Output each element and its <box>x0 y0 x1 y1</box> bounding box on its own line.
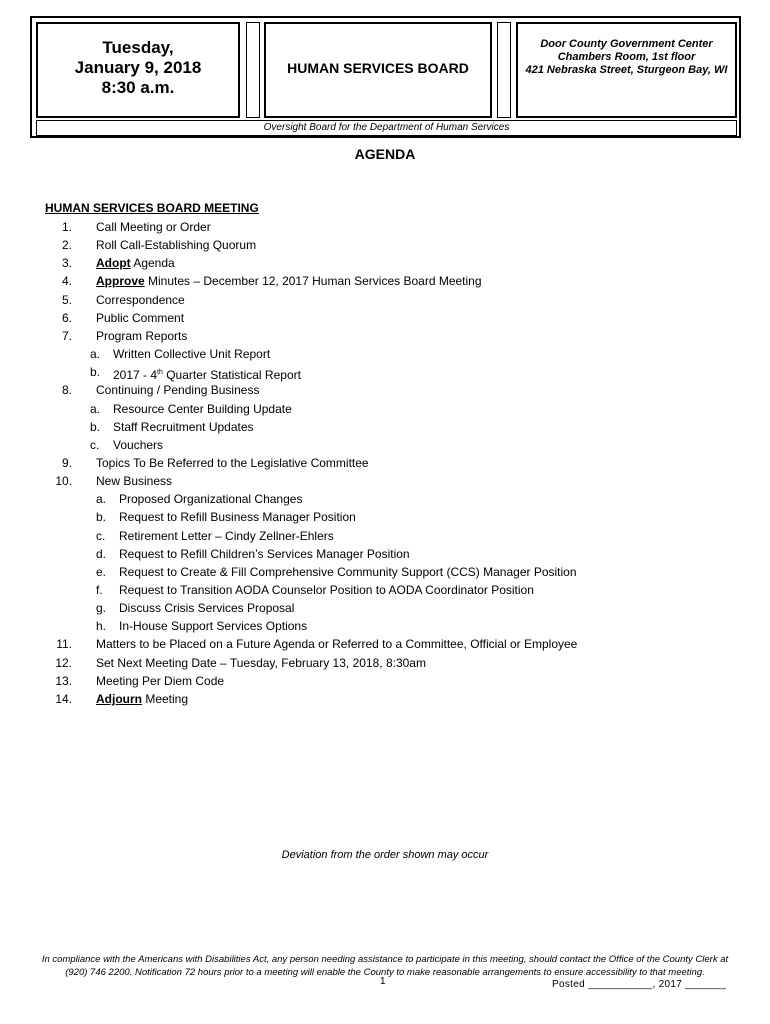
posted-line: Posted ___________, 2017 _______ <box>552 979 727 990</box>
ada-notice: In compliance with the Americans with Disabilities Act, any person needing assistance to participate in this meeting, should contact the Office of the County Clerk at (920) 746 2200. Notification 72 hours prior to a meeting will enable the County to make reasonable arrangements to ensure accessibility to that meeting. <box>41 954 729 978</box>
item-number: 10. <box>55 474 72 489</box>
item-text: Matters to be Placed on a Future Agenda or Referred to a Committee, Official or Employee <box>96 637 578 652</box>
item-number: 13. <box>55 673 72 688</box>
item-text: New Business <box>96 474 173 489</box>
item-number: 9. <box>61 455 72 470</box>
item-number: 7. <box>61 328 72 343</box>
item-text: Request to Create & Fill Comprehensive Community Support (CCS) Manager Position <box>119 564 577 579</box>
item-number: 11. <box>56 637 72 652</box>
item-number: 1. <box>61 220 72 234</box>
date-box <box>36 22 240 118</box>
item-number: a. <box>96 492 107 507</box>
item-text: Written Collective Unit Report <box>113 347 271 362</box>
item-number: d. <box>96 546 107 561</box>
item-number: c. <box>90 437 100 452</box>
item-text: Discuss Crisis Services Proposal <box>119 601 295 616</box>
date-line-3: 8:30 a.m. <box>101 78 175 97</box>
header-frame <box>30 16 741 138</box>
item-number: a. <box>90 347 101 362</box>
item-text: Request to Transition AODA Counselor Position to AODA Coordinator Position <box>119 583 534 597</box>
item-text: Correspondence <box>96 292 185 307</box>
agenda-title: AGENDA <box>354 146 416 162</box>
item-text: Roll Call-Establishing Quorum <box>96 238 257 253</box>
item-number: 4. <box>61 274 72 289</box>
item-number: 8. <box>61 383 72 398</box>
oversight-text: Oversight Board for the Department of Human Services <box>263 122 510 133</box>
item-number: 12. <box>55 655 72 670</box>
item-text: Resource Center Building Update <box>113 401 292 416</box>
item-number: a. <box>90 401 101 416</box>
date-line-2: January 9, 2018 <box>74 58 202 77</box>
title-box <box>264 22 492 118</box>
action-keyword: Approve <box>96 274 145 289</box>
item-text: In-House Support Services Options <box>119 619 308 634</box>
item-text: Staff Recruitment Updates <box>113 419 254 434</box>
date-line-1: Tuesday, <box>102 38 174 57</box>
location-box <box>516 22 737 118</box>
item-text: Call Meeting or Order <box>96 220 211 234</box>
item-number: e. <box>96 564 107 579</box>
item-number: b. <box>90 419 101 434</box>
item-text: Adjourn Meeting <box>96 691 189 706</box>
item-text: Meeting Per Diem Code <box>96 673 225 688</box>
item-text: Public Comment <box>96 310 185 325</box>
location-line-3: 421 Nebraska Street, Sturgeon Bay, WI <box>525 64 728 76</box>
location-line-1: Door County Government Center <box>540 38 713 50</box>
meeting-date <box>38 38 238 98</box>
item-text: Continuing / Pending Business <box>96 383 260 398</box>
location-line-2: Chambers Room, 1st floor <box>557 51 696 63</box>
item-text: Request to Refill Business Manager Position <box>119 510 356 525</box>
item-text: Proposed Organizational Changes <box>119 492 303 507</box>
item-number: 5. <box>61 292 72 307</box>
item-number: b. <box>90 365 101 380</box>
item-text: Retirement Letter – Cindy Zellner-Ehlers <box>119 528 334 543</box>
item-number: h. <box>96 619 107 634</box>
meeting-heading: HUMAN SERVICES BOARD MEETING <box>45 201 259 215</box>
item-number: g. <box>96 601 107 616</box>
meeting-location <box>518 38 735 77</box>
divider-box-left <box>246 22 260 118</box>
item-text: 2017 - 4th Quarter Statistical Report <box>113 368 301 383</box>
item-number: 6. <box>61 310 72 325</box>
item-text: Vouchers <box>113 437 164 452</box>
action-keyword: Adopt <box>96 256 131 271</box>
ordinal-suffix: th <box>157 369 163 377</box>
item-number: 14. <box>55 691 72 706</box>
item-number: f. <box>96 583 103 597</box>
item-text: Program Reports <box>96 328 188 343</box>
item-text: Request to Refill Children’s Services Manager Position <box>119 546 410 561</box>
item-number: c. <box>96 528 106 543</box>
item-text: Set Next Meeting Date – Tuesday, February 13, 2018, 8:30am <box>96 655 426 670</box>
item-number: 2. <box>61 238 72 253</box>
item-number: 3. <box>61 256 72 271</box>
item-text: Topics To Be Referred to the Legislative Committee <box>96 455 369 470</box>
board-title: HUMAN SERVICES BOARD <box>287 60 469 76</box>
divider-box-right <box>497 22 511 118</box>
item-text: Adopt Agenda <box>96 256 175 271</box>
item-text: Approve Minutes – December 12, 2017 Human Services Board Meeting <box>96 274 482 289</box>
oversight-box <box>36 120 737 136</box>
item-number: b. <box>96 510 107 525</box>
deviation-note: Deviation from the order shown may occur <box>281 849 489 861</box>
page-number: 1 <box>380 976 386 987</box>
action-keyword: Adjourn <box>96 691 142 706</box>
